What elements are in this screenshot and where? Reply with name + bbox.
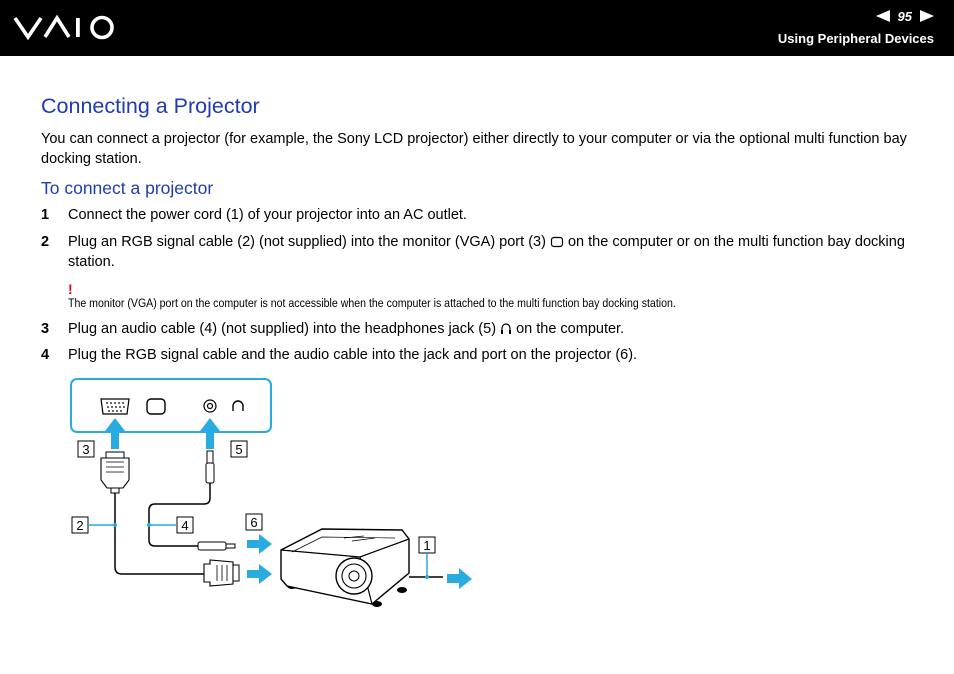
callout-6-label: 6 <box>250 515 258 530</box>
step-text-before: Plug an audio cable (4) (not supplied) into the headphones jack (5) <box>68 321 497 337</box>
next-page-icon[interactable] <box>920 10 934 22</box>
callout-6 <box>246 514 262 530</box>
callout-3 <box>78 441 94 457</box>
callout-1 <box>419 537 435 553</box>
monitor-icon <box>550 236 564 248</box>
page-number: 95 <box>897 8 912 24</box>
step-text-after: on the computer or on the multi function bay docking station. <box>68 234 905 270</box>
page-title: Connecting a Projector <box>41 94 260 118</box>
connection-diagram <box>60 372 480 622</box>
section-title: Using Peripheral Devices <box>777 31 934 46</box>
callout-2-label: 2 <box>76 518 84 533</box>
step-number: 1 <box>41 207 50 223</box>
step-4 <box>41 345 921 365</box>
note <box>68 282 928 310</box>
step-text-before: Plug an RGB signal cable (2) (not supplied) into the monitor (VGA) port (3) <box>68 234 546 250</box>
callout-3-label: 3 <box>82 442 90 457</box>
callout-5 <box>231 441 247 457</box>
step-number: 3 <box>41 321 50 337</box>
power-cord <box>409 553 472 589</box>
step-1 <box>41 205 921 225</box>
port-panel <box>71 379 271 432</box>
headphones-icon <box>500 322 512 335</box>
step-2 <box>41 232 921 272</box>
callout-1-label: 1 <box>423 538 431 553</box>
rgb-cable <box>88 452 239 586</box>
step-text <box>68 232 921 272</box>
callout-4 <box>177 517 193 533</box>
arrow-rgb-to-projector <box>247 564 272 584</box>
note-text: The monitor (VGA) port on the computer is not accessible when the computer is attached to the multi function bay docking station. <box>68 296 676 310</box>
procedure-title: To connect a projector <box>41 178 214 198</box>
note-mark: ! <box>68 281 73 297</box>
page-header <box>0 0 954 56</box>
vga-port-icon <box>101 399 129 414</box>
previous-page-icon[interactable] <box>876 10 890 22</box>
intro-paragraph: You can connect a projector (for example, the Sony LCD projector) either directly to your computer or via the optional multi function bay docking station. <box>41 131 907 167</box>
callout-2 <box>72 517 88 533</box>
audio-cable <box>147 451 235 550</box>
arrow-audio-to-projector <box>247 534 272 554</box>
step-3 <box>41 319 921 339</box>
callout-4-label: 4 <box>181 518 189 533</box>
vaio-logo <box>12 12 122 44</box>
step-number: 4 <box>41 347 50 363</box>
step-text: Plug the RGB signal cable and the audio cable into the jack and port on the projector (6). <box>68 347 638 363</box>
step-text <box>68 319 921 339</box>
page-navigation <box>876 7 934 25</box>
projector-icon <box>281 529 409 607</box>
step-text-after: on the computer. <box>516 321 625 337</box>
arrow-to-ac-outlet <box>447 568 472 589</box>
callout-5-label: 5 <box>235 442 243 457</box>
step-number: 2 <box>41 234 50 250</box>
step-text: Connect the power cord (1) of your projector into an AC outlet. <box>68 207 467 223</box>
